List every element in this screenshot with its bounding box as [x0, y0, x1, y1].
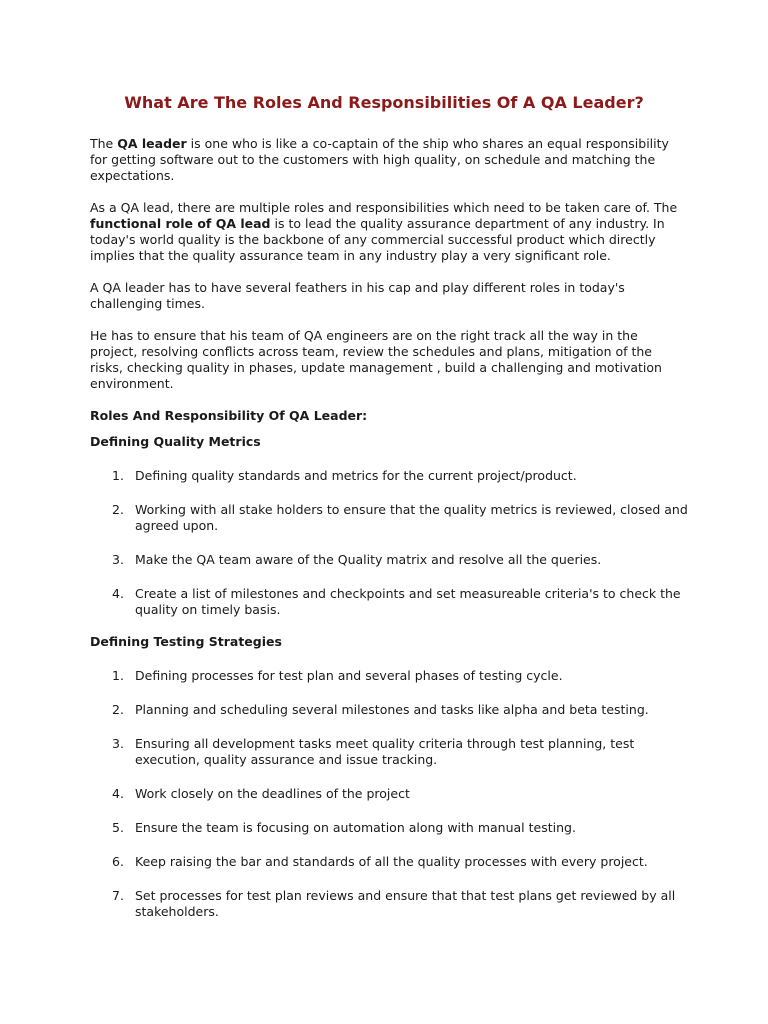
- intro-paragraph: [90, 136, 688, 184]
- list-item-text: Working with all stake holders to ensure that the quality metrics is reviewed, closed and agreed upon.: [135, 502, 688, 533]
- feathers-paragraph: A QA leader has to have several feathers in his cap and play different roles in today's challenging times.: [90, 280, 625, 311]
- list-item: [90, 668, 688, 684]
- functional-role-bold-term: functional role of QA lead: [90, 216, 271, 231]
- intro-text-prefix: The: [90, 136, 118, 151]
- list-item-number: 3.: [112, 736, 124, 751]
- list-item: [90, 854, 688, 870]
- testing-strategies-list: [90, 668, 688, 920]
- list-item-number: 7.: [112, 888, 124, 903]
- list-item-number: 2.: [112, 502, 124, 517]
- list-item: [90, 820, 688, 836]
- list-item-text: Planning and scheduling several milestones and tasks like alpha and beta testing.: [135, 702, 649, 717]
- list-item-number: 3.: [112, 552, 124, 567]
- list-item-text: Ensure the team is focusing on automation along with manual testing.: [135, 820, 576, 835]
- list-item-text: Work closely on the deadlines of the project: [135, 786, 410, 801]
- list-item-number: 1.: [112, 468, 124, 483]
- list-item: [90, 736, 688, 768]
- intro-bold-term: QA leader: [117, 136, 187, 151]
- list-item-text: Defining quality standards and metrics for the current project/product.: [135, 468, 577, 483]
- quality-metrics-heading: Defining Quality Metrics: [90, 434, 261, 449]
- intro-text-suffix: is one who is like a co-captain of the ship who shares an equal responsibility for getting software out to the customers with high quality, on schedule and matching the expectations.: [90, 136, 669, 183]
- list-item-text: Set processes for test plan reviews and ensure that that test plans get reviewed by all stakeholders.: [135, 888, 676, 919]
- list-item-number: 4.: [112, 786, 124, 801]
- list-item-text: Keep raising the bar and standards of all the quality processes with every project.: [135, 854, 648, 869]
- list-item-number: 5.: [112, 820, 124, 835]
- list-item: [90, 552, 688, 568]
- list-item: [90, 502, 688, 534]
- functional-role-suffix: is to lead the quality assurance department of any industry. In today's world quality is the backbone of any commercial successful product which directly implies that the quality assurance team in any industry play a very significant role.: [90, 216, 665, 263]
- list-item-text: Create a list of milestones and checkpoints and set measureable criteria's to check the quality on timely basis.: [135, 586, 681, 617]
- list-item-number: 4.: [112, 586, 124, 601]
- list-item: [90, 468, 688, 484]
- testing-strategies-heading: Defining Testing Strategies: [90, 634, 282, 649]
- list-item-number: 2.: [112, 702, 124, 717]
- roles-section-heading: Roles And Responsibility Of QA Leader:: [90, 408, 368, 423]
- list-item-text: Ensuring all development tasks meet quality criteria through test planning, test execution, quality assurance and issue tracking.: [135, 736, 635, 767]
- list-item-number: 6.: [112, 854, 124, 869]
- list-item: [90, 702, 688, 718]
- list-item: [90, 888, 688, 920]
- list-item-text: Make the QA team aware of the Quality matrix and resolve all the queries.: [135, 552, 602, 567]
- list-item-text: Defining processes for test plan and several phases of testing cycle.: [135, 668, 563, 683]
- document-page: [90, 92, 688, 936]
- functional-role-paragraph: [90, 200, 688, 264]
- list-item-number: 1.: [112, 668, 124, 683]
- list-item: [90, 786, 688, 802]
- team-paragraph: He has to ensure that his team of QA engineers are on the right track all the way in the project, resolving conflicts across team, review the schedules and plans, mitigation of the risks, checking quality in phases, update management , build a challenging and motivation environment.: [90, 328, 662, 391]
- functional-role-prefix: As a QA lead, there are multiple roles and responsibilities which need to be taken care of. The: [90, 200, 678, 215]
- quality-metrics-list: [90, 468, 688, 618]
- list-item: [90, 586, 688, 618]
- page-title: What Are The Roles And Responsibilities Of A QA Leader?: [124, 93, 644, 112]
